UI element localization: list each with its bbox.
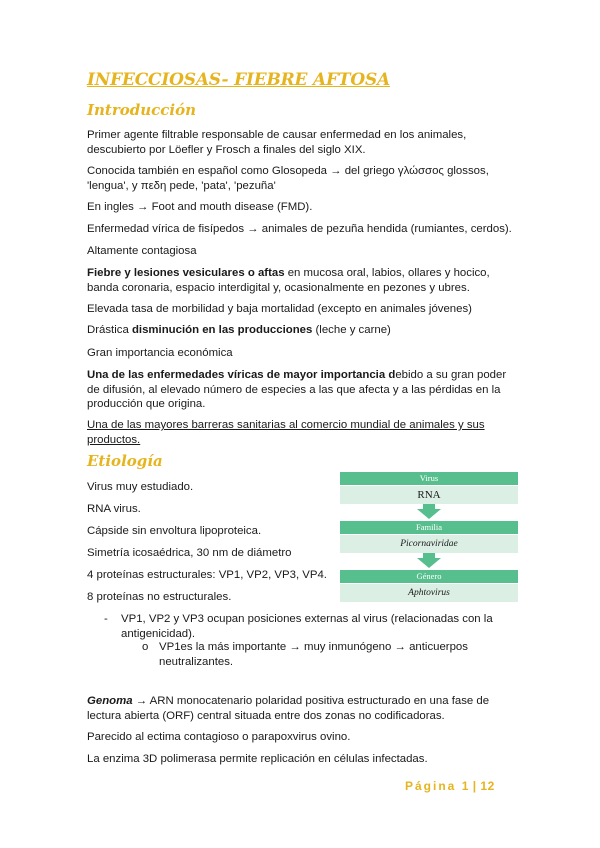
heading-etiologia: Etiología	[87, 452, 163, 470]
intro-paragraph-10	[87, 368, 517, 412]
taxonomy-bar-familia: Familia	[340, 521, 518, 534]
intro-paragraph-7: Elevada tasa de morbilidad y baja mortalidad (excepto en animales jóvenes)	[87, 303, 472, 315]
down-arrow-icon	[417, 558, 441, 568]
etiologia-line-4: Simetría icosaédrica, 30 nm de diámetro	[87, 547, 292, 559]
intro-paragraph-8-bold: disminución en las producciones	[131, 324, 313, 336]
etiologia-line-3: Cápside sin envoltura lipoproteica.	[87, 525, 262, 537]
taxonomy-value-rna: RNA	[340, 486, 518, 504]
dash-bullet-icon: -	[104, 613, 108, 625]
bullet-level-1-text: VP1, VP2 y VP3 ocupan posiciones externas al virus (relacionadas con la antigenicidad).	[121, 613, 493, 640]
footer-label: Página	[405, 779, 457, 793]
etiologia-line-8: La enzima 3D polimerasa permite replicación en células infectadas.	[87, 753, 428, 765]
genoma-paragraph	[87, 694, 517, 723]
bullet-level-2-text: VP1es la más importante → muy inmunógeno → anticuerpos neutralizantes.	[159, 641, 468, 668]
intro-paragraph-6-bold: Fiebre y lesiones vesiculares o aftas	[87, 267, 285, 279]
intro-paragraph-2: Conocida también en español como Glosopeda → del griego γλώσσος glossos, 'lengua', y πεδη pede, 'pata', 'pezuña'	[87, 165, 489, 192]
intro-paragraph-8-post: (leche y carne)	[312, 324, 391, 336]
taxonomy-value-genero: Aphtovirus	[340, 584, 518, 602]
taxonomy-bar-virus: Virus	[340, 472, 518, 485]
intro-paragraph-5: Altamente contagiosa	[87, 245, 197, 257]
taxonomy-value-familia: Picornaviridae	[340, 535, 518, 553]
etiologia-line-6: 8 proteínas no estructurales.	[87, 591, 232, 603]
etiologia-line-5: 4 proteínas estructurales: VP1, VP2, VP3, VP4.	[87, 569, 327, 581]
intro-paragraph-9: Gran importancia económica	[87, 347, 233, 359]
intro-paragraph-10-text: ebido a su gran poder de difusión, al elevado número de especies a las que afecta y a las pérdidas en la producción que origina.	[87, 369, 507, 410]
intro-paragraph-11: Una de las mayores barreras sanitarias al comercio mundial de animales y sus productos.	[87, 419, 485, 446]
genoma-text: → ARN monocatenario polaridad positiva estructurado en una fase de lectura abierta (ORF) central situada entre dos zonas no codificadoras.	[87, 695, 490, 722]
down-arrow-icon	[417, 509, 441, 519]
intro-paragraph-6-text: en mucosa oral, labios, ollares y hocico, banda coronaria, espacio interdigital y, ocasionalmente en pezones y ubres.	[87, 267, 490, 294]
etiologia-line-2: RNA virus.	[87, 503, 141, 515]
intro-paragraph-8-pre: Drástica	[87, 324, 132, 336]
intro-paragraph-8	[87, 323, 517, 338]
circle-bullet-icon: o	[142, 641, 149, 653]
etiologia-line-1: Virus muy estudiado.	[87, 481, 194, 493]
page-number: 1 | 12	[461, 779, 495, 793]
heading-introduccion: Introducción	[87, 101, 197, 119]
intro-paragraph-1: Primer agente filtrable responsable de causar enfermedad en los animales, descubierto por Löefler y Frosch a finales del siglo XIX.	[87, 129, 467, 156]
taxonomy-bar-genero: Género	[340, 570, 518, 583]
intro-paragraph-10-bold: Una de las enfermedades víricas de mayor importancia d	[87, 369, 396, 381]
etiologia-line-7: Parecido al ectima contagioso o parapoxvirus ovino.	[87, 731, 351, 743]
page-footer	[405, 779, 495, 793]
intro-paragraph-3: En ingles → Foot and mouth disease (FMD).	[87, 201, 313, 213]
document-title: INFECCIOSAS- FIEBRE AFTOSA	[87, 70, 391, 90]
intro-paragraph-6	[87, 266, 517, 295]
genoma-label: Genoma	[87, 695, 133, 707]
intro-paragraph-4: Enfermedad vírica de fisípedos → animales de pezuña hendida (rumiantes, cerdos).	[87, 223, 512, 235]
